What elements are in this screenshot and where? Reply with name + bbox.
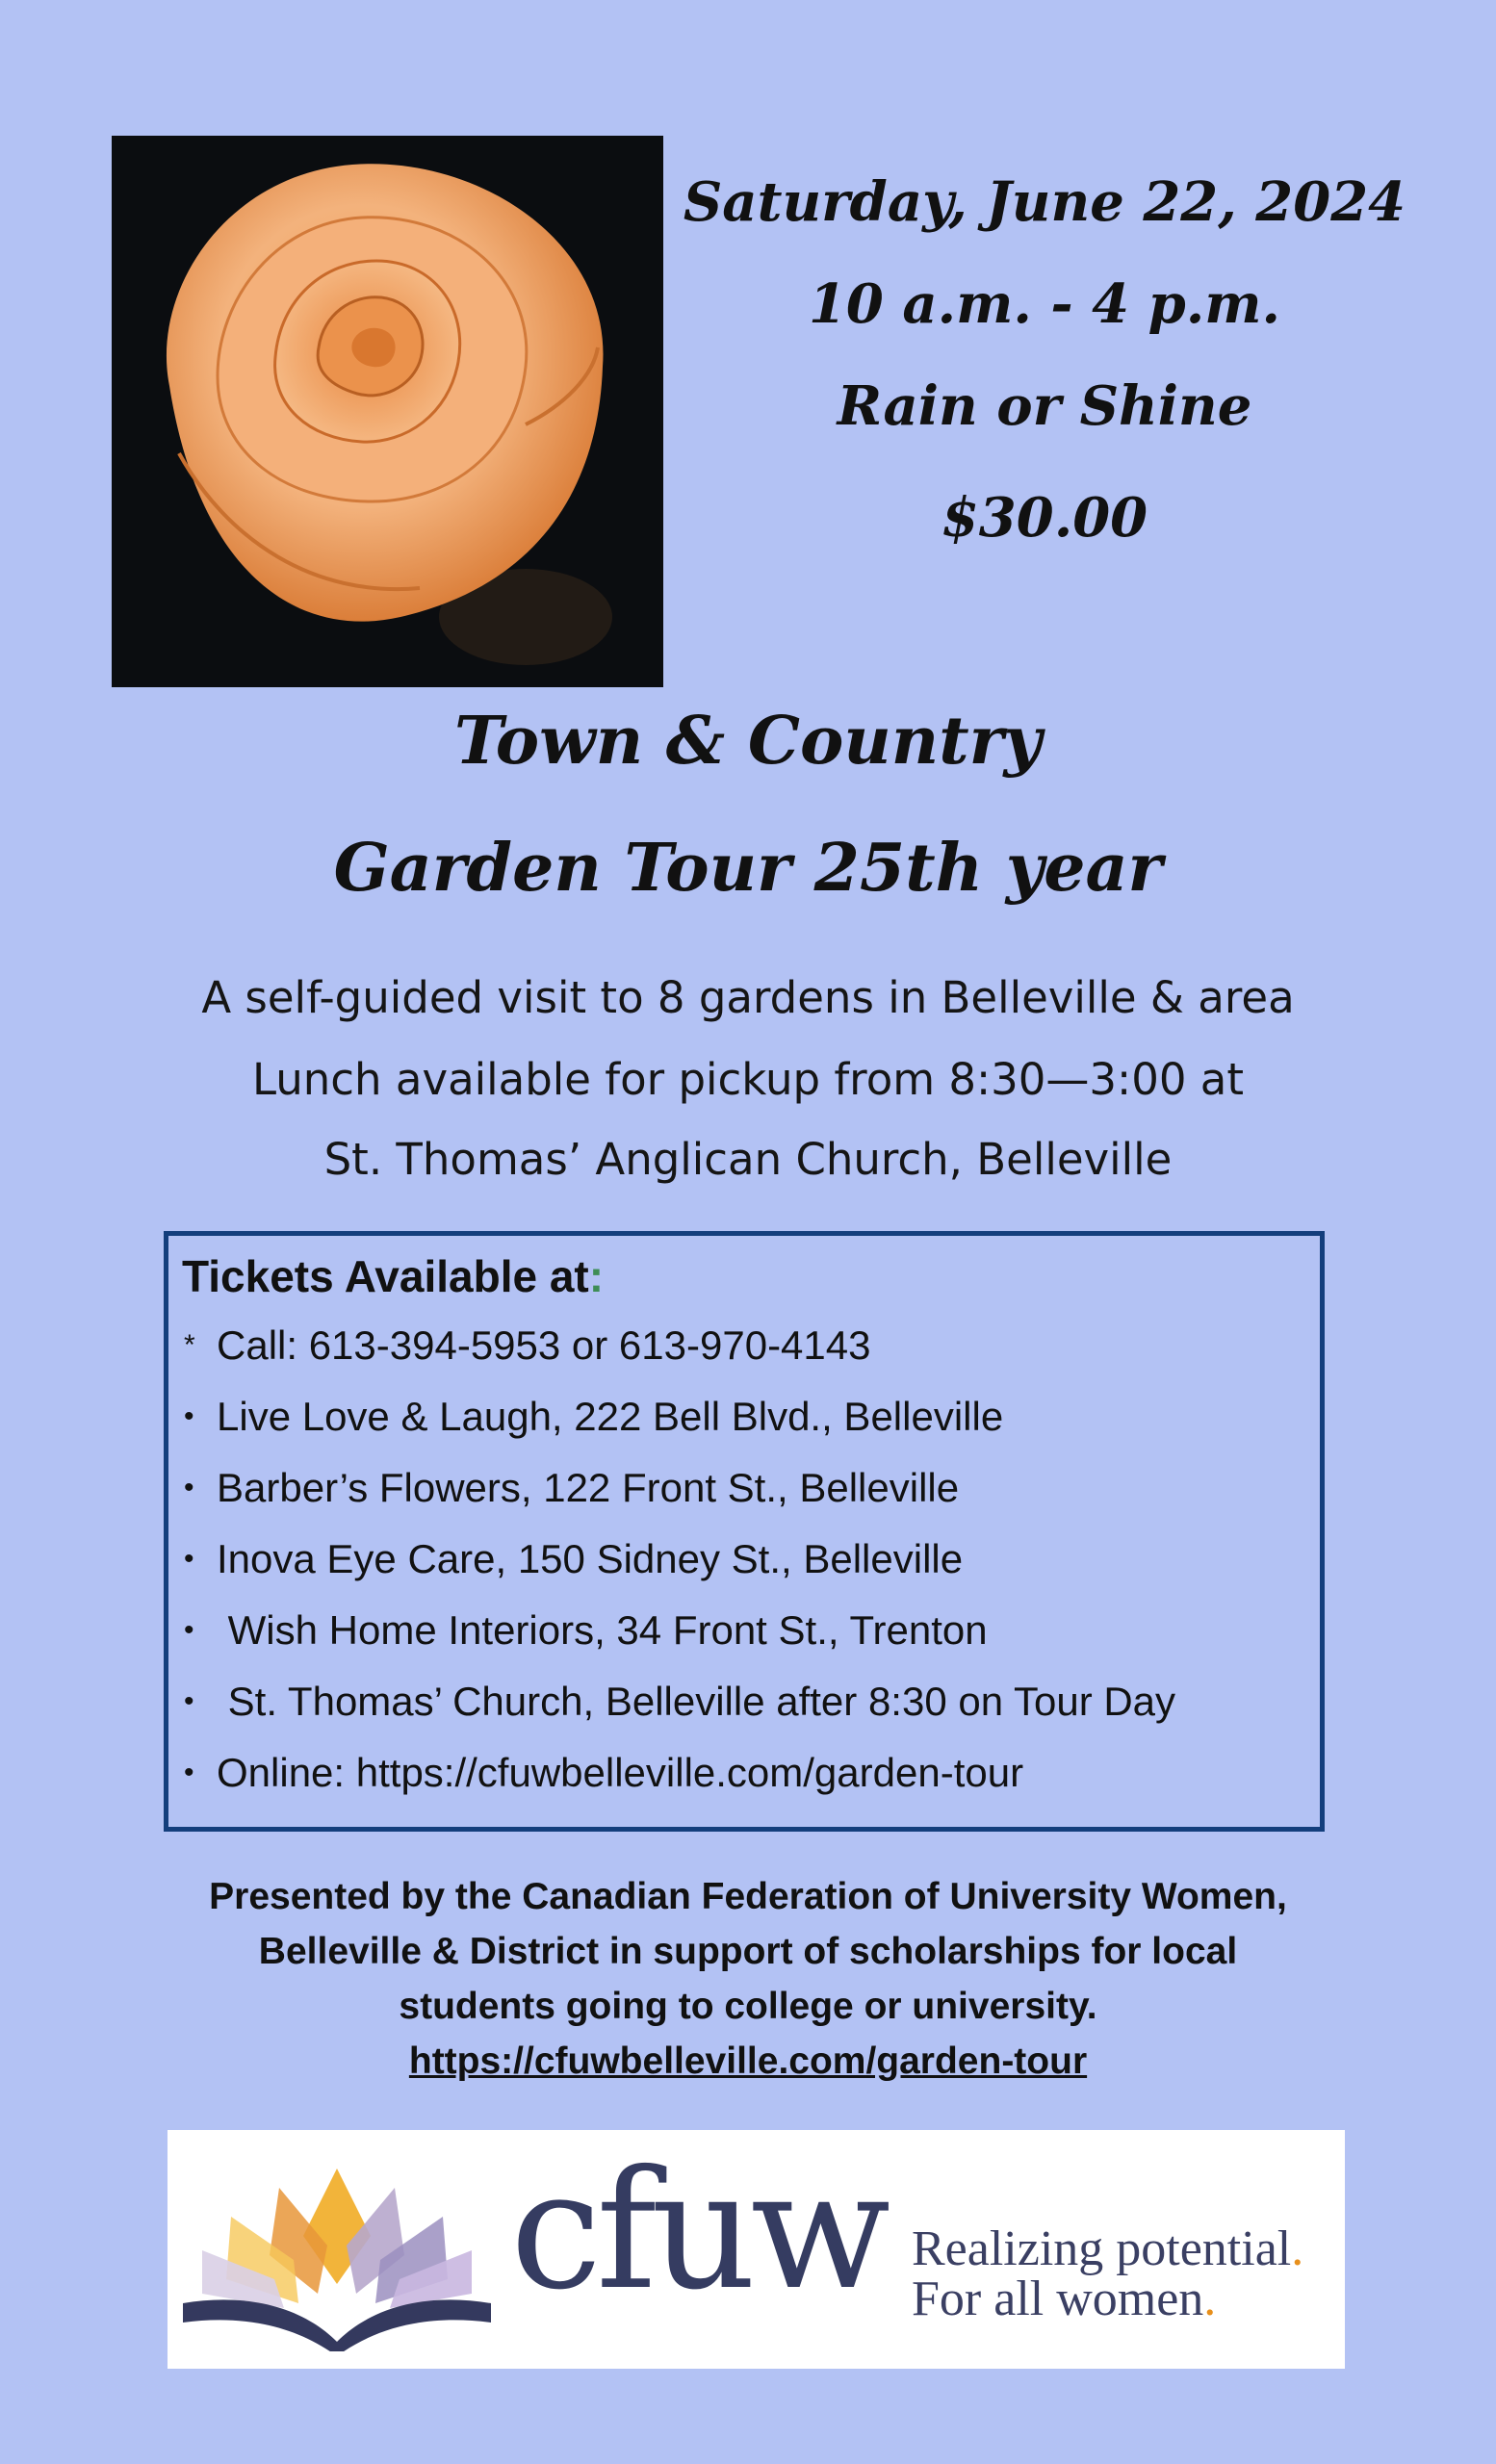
open-book-lotus-icon — [183, 2149, 491, 2351]
rose-photo — [112, 136, 663, 687]
list-bullet: • — [184, 1757, 194, 1788]
list-item-text: Wish Home Interiors, 34 Front St., Trenton — [217, 1607, 988, 1653]
list-bullet: • — [184, 1543, 194, 1575]
ticket-locations-list — [182, 1317, 1320, 1815]
tagline-line2: For all women — [912, 2272, 1204, 2326]
list-bullet: • — [184, 1614, 194, 1646]
list-item-text: Online: https://cfuwbelleville.com/garden-tour — [217, 1750, 1024, 1795]
presented-line1: Presented by the Canadian Federation of University Women, — [209, 1876, 1287, 1917]
list-bullet: • — [184, 1685, 194, 1717]
presented-line3: students going to college or university. — [399, 1986, 1097, 2027]
list-bullet: • — [184, 1472, 194, 1503]
description-line3: St. Thomas’ Anglican Church, Belleville — [323, 1134, 1173, 1185]
list-item-text: Call: 613-394-5953 or 613-970-4143 — [217, 1322, 871, 1368]
tagline-line1: Realizing potential — [912, 2221, 1292, 2276]
ticket-location-call — [182, 1317, 1320, 1388]
tagline-dot: . — [1291, 2221, 1304, 2276]
list-item-text: Inova Eye Care, 150 Sidney St., Belleville — [217, 1536, 964, 1581]
list-item-text: St. Thomas’ Church, Belleville after 8:30 on Tour Day — [217, 1679, 1176, 1724]
presented-by — [0, 1869, 1496, 2089]
list-bullet: * — [184, 1329, 195, 1361]
event-weather: Rain or Shine — [837, 374, 1252, 438]
ticket-location-online — [182, 1744, 1320, 1815]
ticket-location-item — [182, 1388, 1320, 1459]
presented-line2: Belleville & District in support of scholarships for local — [258, 1931, 1238, 1972]
description-line1: A self-guided visit to 8 gardens in Belleville & area — [201, 972, 1295, 1023]
list-item-text: Live Love & Laugh, 222 Bell Blvd., Belleville — [217, 1394, 1004, 1439]
list-item-text: Barber’s Flowers, 122 Front St., Belleville — [217, 1465, 960, 1510]
list-bullet: • — [184, 1400, 194, 1432]
event-date: Saturday, June 22, 2024 — [683, 170, 1406, 234]
rose-icon — [112, 136, 663, 687]
garden-tour-link[interactable]: https://cfuwbelleville.com/garden-tour — [408, 2040, 1088, 2082]
event-price: $30.00 — [941, 486, 1148, 550]
event-details — [674, 164, 1415, 581]
ticket-location-item — [182, 1459, 1320, 1530]
ticket-location-item — [182, 1530, 1320, 1602]
event-time: 10 a.m. - 4 p.m. — [808, 272, 1281, 336]
page-title-line1: Town & Country — [454, 703, 1042, 780]
tickets-heading-text: Tickets Available at — [182, 1251, 589, 1301]
cfuw-logo — [168, 2130, 1345, 2369]
tagline-dot: . — [1203, 2272, 1217, 2326]
description-line2: Lunch available for pickup from 8:30—3:00 at — [251, 1054, 1244, 1105]
cfuw-tagline — [912, 2221, 1304, 2326]
ticket-location-item — [182, 1602, 1320, 1673]
ticket-location-item — [182, 1673, 1320, 1744]
tickets-heading-colon: : — [588, 1251, 605, 1301]
cfuw-wordmark: cfuw — [510, 2136, 886, 2326]
tickets-box — [164, 1231, 1325, 1832]
tickets-heading — [182, 1247, 1320, 1305]
page-title-line2: Garden Tour 25th year — [333, 830, 1163, 907]
